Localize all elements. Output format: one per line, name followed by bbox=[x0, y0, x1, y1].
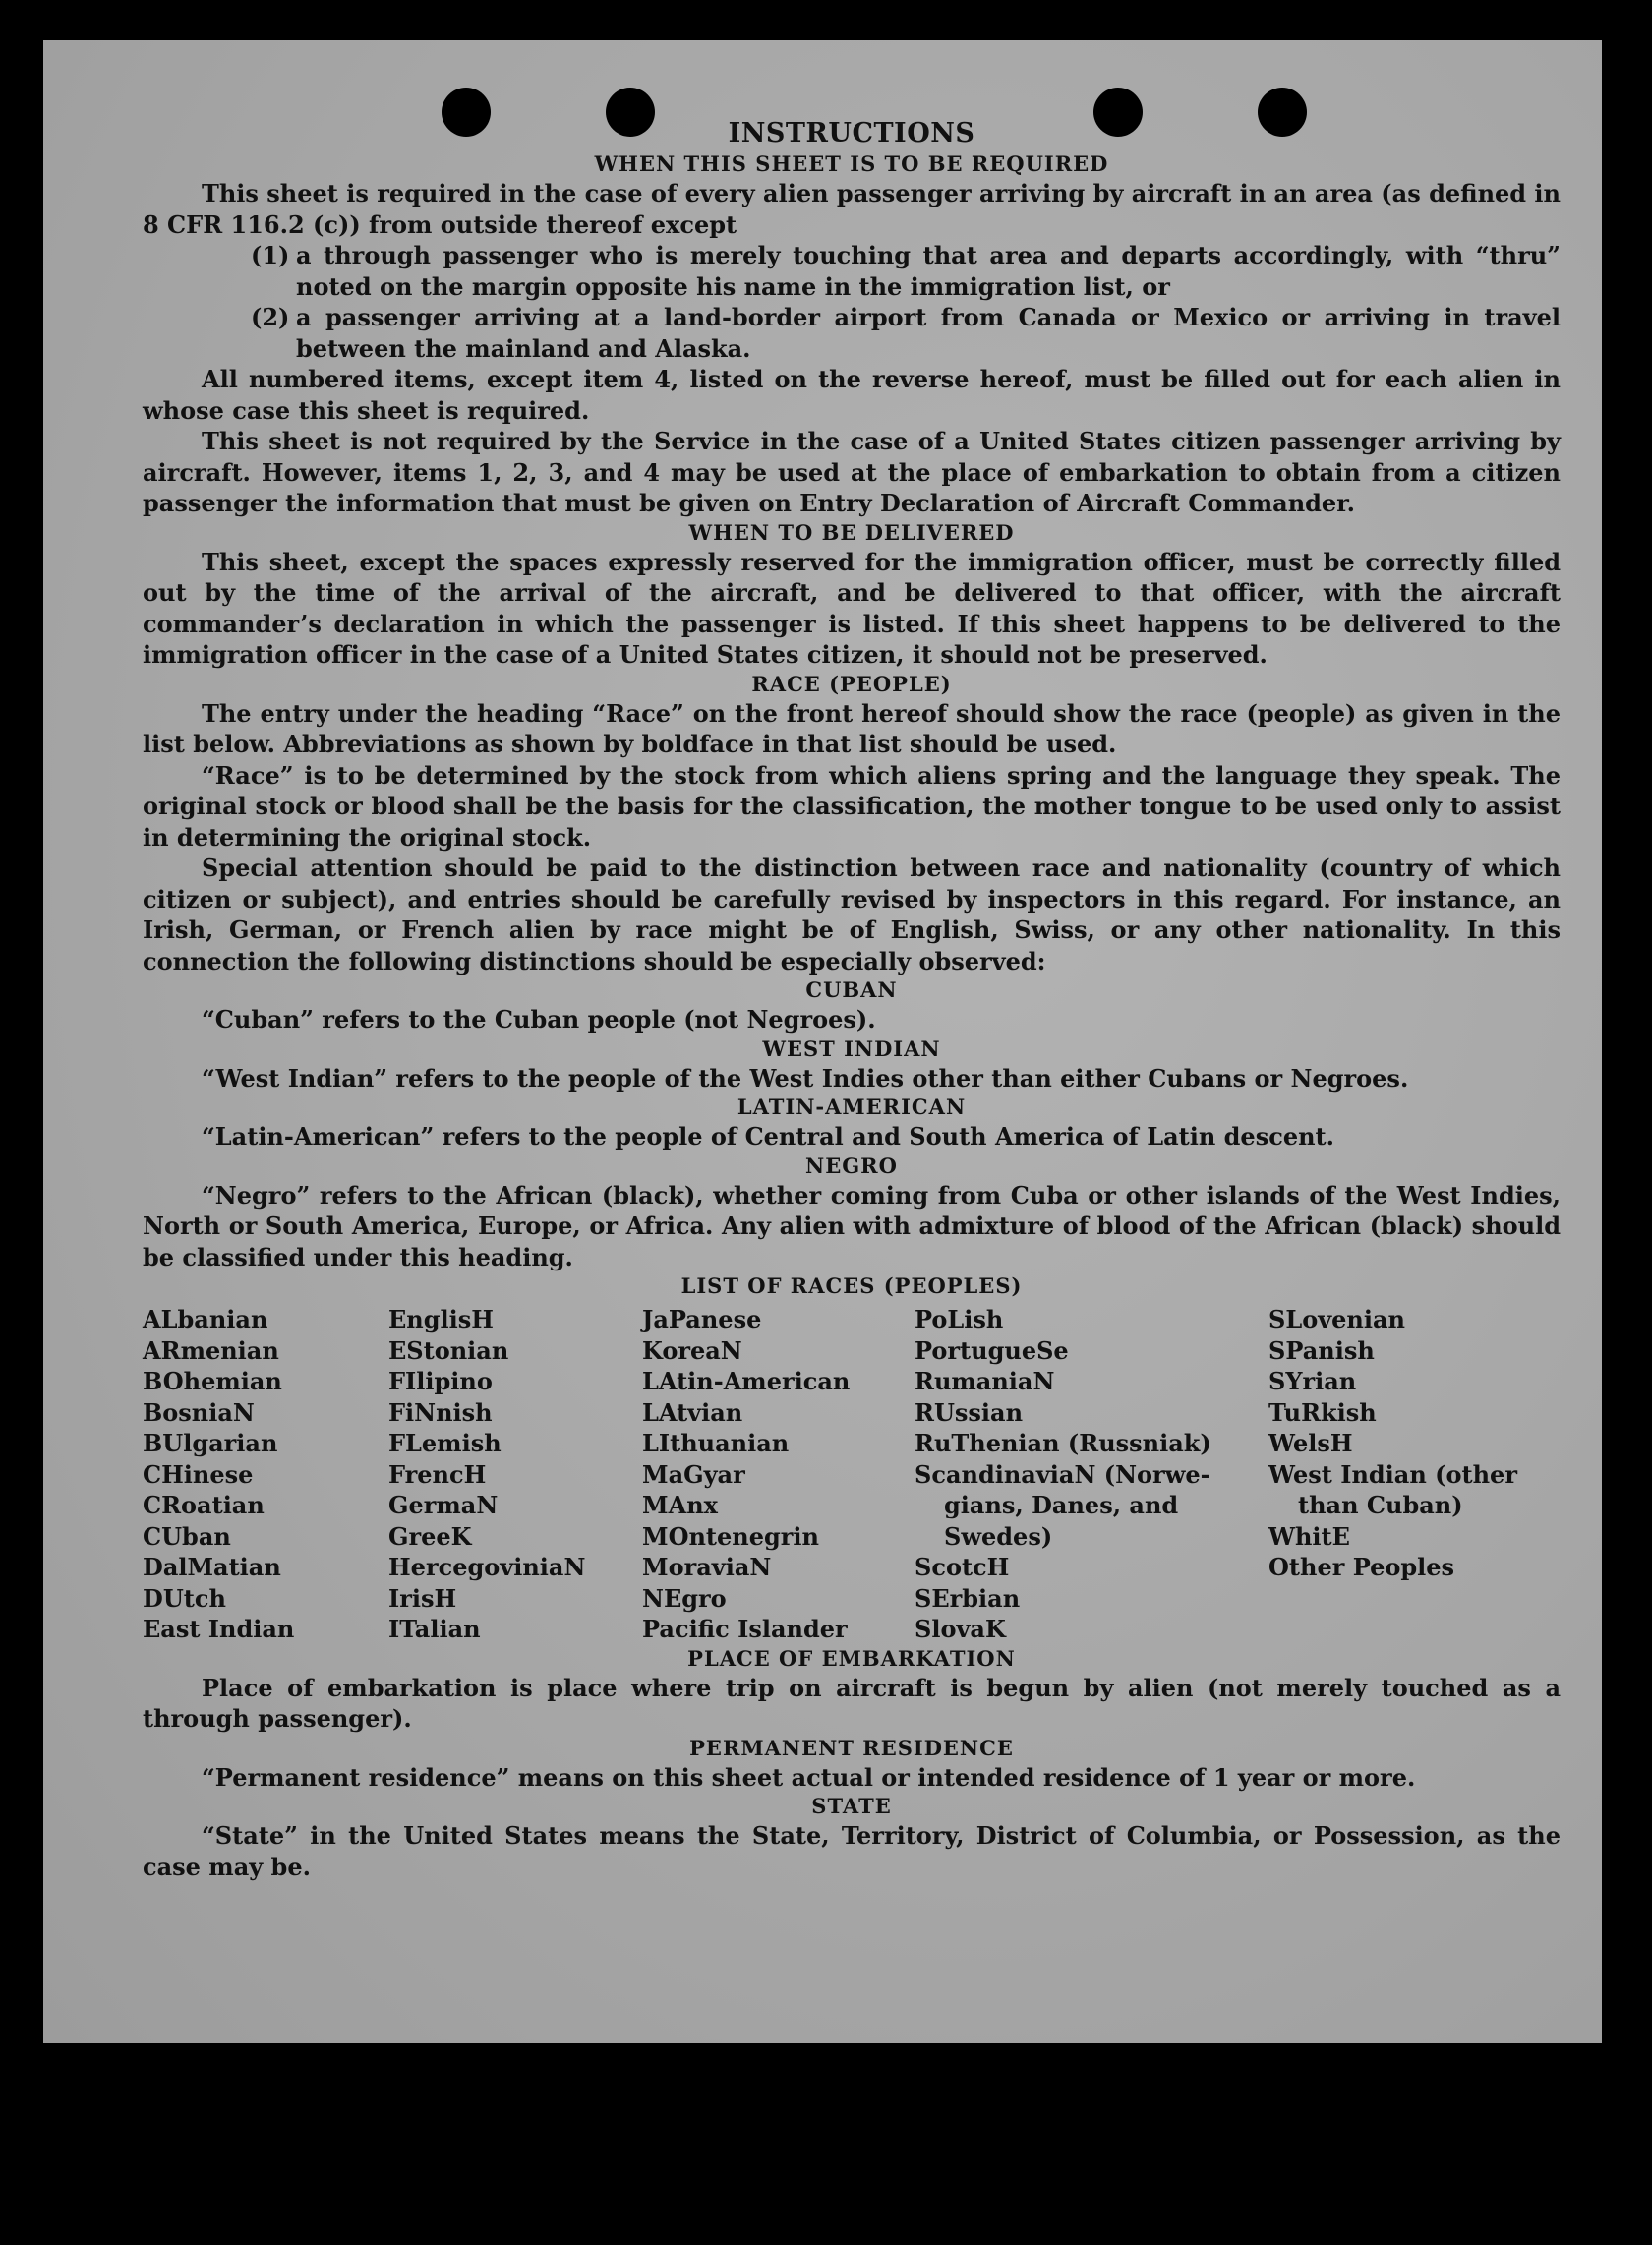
race-entry: SlovaK bbox=[914, 1615, 1006, 1643]
race-entry: GermaN bbox=[388, 1491, 499, 1519]
race-entry: MaGyar bbox=[642, 1459, 745, 1489]
section-heading-embarkation: PLACE OF EMBARKATION bbox=[687, 1645, 1016, 1671]
instructions-content bbox=[143, 117, 1561, 1882]
paragraph: This sheet is required in the case of every alien passenger arriving by aircraft in an area (as defined in 8 CFR 116.2 (c)) from outside thereof except bbox=[143, 179, 1561, 239]
numbered-item bbox=[143, 240, 1561, 302]
race-entry: CHinese bbox=[143, 1459, 254, 1489]
race-entry: ScotcH bbox=[914, 1553, 1010, 1581]
item-number: (2) bbox=[251, 303, 290, 331]
race-entry: than Cuban) bbox=[1298, 1491, 1463, 1519]
race-entry: LIthuanian bbox=[642, 1429, 790, 1457]
race-entry: ScandinaviaN (Norwe- bbox=[914, 1459, 1210, 1489]
race-entry: RUssian bbox=[914, 1397, 1024, 1427]
race-entry: RumaniaN bbox=[914, 1367, 1055, 1395]
race-entry: FrencH bbox=[388, 1459, 487, 1489]
race-entry: EStonian bbox=[388, 1335, 509, 1365]
race-entry: JaPanese bbox=[642, 1305, 762, 1333]
race-entry: CUban bbox=[143, 1521, 231, 1551]
document-page bbox=[43, 40, 1602, 2043]
race-entry: SLovenian bbox=[1268, 1305, 1405, 1333]
race-entry: Pacific Islander bbox=[642, 1615, 848, 1643]
race-entry: gians, Danes, and bbox=[944, 1491, 1179, 1519]
races-column bbox=[1268, 1304, 1534, 1645]
definition-text: “Negro” refers to the African (black), whether coming from Cuba or other islands of the West Indies, North or South America, Europe, or Africa. Any alien with admixture of blood of the African (black) should be classified under this heading. bbox=[143, 1180, 1561, 1271]
race-entry: PoLish bbox=[914, 1305, 1004, 1333]
race-entry: BUlgarian bbox=[143, 1429, 278, 1457]
race-entry: SErbian bbox=[914, 1583, 1021, 1613]
section-heading-west-indian: WEST INDIAN bbox=[762, 1035, 941, 1061]
section-heading-state: STATE bbox=[811, 1794, 892, 1818]
definition-text: Place of embarkation is place where trip on aircraft is begun by alien (not merely touched as a through passenger). bbox=[143, 1673, 1561, 1733]
section-heading-when-required: WHEN THIS SHEET IS TO BE REQUIRED bbox=[594, 151, 1109, 176]
race-entry: ITalian bbox=[388, 1615, 481, 1643]
race-entry: ALbanian bbox=[143, 1305, 268, 1333]
race-entry: GreeK bbox=[388, 1521, 472, 1551]
race-entry: NEgro bbox=[642, 1583, 727, 1613]
paragraph: This sheet, except the spaces expressly reserved for the immigration officer, must be correctly filled out by the time of the arrival of the aircraft, and be delivered to that officer, with the aircraft commander’s declaration in which the passenger is listed. If this sheet happens to be delivered to the immigration officer in the case of a United States citizen, it should not be preserved. bbox=[143, 547, 1561, 669]
paragraph: This sheet is not required by the Service in the case of a United States citizen passenger arriving by aircraft. However, items 1, 2, 3, and 4 may be used at the place of embarkation to obtain from a citizen passenger the information that must be given on Entry Declaration of Aircraft Commander. bbox=[143, 427, 1561, 517]
race-entry: DUtch bbox=[143, 1583, 226, 1613]
definition-text: “State” in the United States means the State, Territory, District of Columbia, or Possession, as the case may be. bbox=[143, 1821, 1561, 1881]
races-column bbox=[143, 1304, 388, 1645]
race-entry: RuThenian (Russniak) bbox=[914, 1429, 1211, 1457]
races-column bbox=[914, 1304, 1268, 1645]
race-entry: EnglisH bbox=[388, 1305, 494, 1333]
races-list bbox=[143, 1304, 1561, 1645]
race-entry: IrisH bbox=[388, 1583, 457, 1613]
race-entry: FiNnish bbox=[388, 1397, 493, 1427]
race-entry: FIlipino bbox=[388, 1367, 493, 1395]
race-entry: LAtin-American bbox=[642, 1367, 851, 1395]
definition-text: “Latin-American” refers to the people of Central and South America of Latin descent. bbox=[202, 1122, 1334, 1151]
races-column bbox=[388, 1304, 642, 1645]
item-text: a through passenger who is merely touching that area and departs accordingly, with “thru” noted on the margin opposite his name in the immigration list, or bbox=[296, 241, 1561, 301]
section-heading-race: RACE (PEOPLE) bbox=[751, 671, 952, 696]
race-entry: SPanish bbox=[1268, 1335, 1375, 1365]
races-column bbox=[642, 1304, 914, 1645]
race-entry: WelsH bbox=[1268, 1429, 1353, 1457]
item-text: a passenger arriving at a land-border airport from Canada or Mexico or arriving in travel between the mainland and Alaska. bbox=[296, 303, 1561, 363]
section-heading-cuban: CUBAN bbox=[805, 977, 898, 1002]
section-heading-negro: NEGRO bbox=[805, 1152, 898, 1178]
paragraph: All numbered items, except item 4, listed on the reverse hereof, must be filled out for each alien in whose case this sheet is required. bbox=[143, 365, 1561, 425]
race-entry: East Indian bbox=[143, 1615, 295, 1643]
race-entry: PortugueSe bbox=[914, 1335, 1069, 1365]
section-heading-permanent-residence: PERMANENT RESIDENCE bbox=[689, 1735, 1014, 1760]
race-entry: West Indian (other bbox=[1268, 1459, 1517, 1489]
race-entry: BOhemian bbox=[143, 1367, 282, 1395]
race-entry: MOntenegrin bbox=[642, 1521, 819, 1551]
race-entry: CRoatian bbox=[143, 1491, 265, 1519]
item-number: (1) bbox=[251, 241, 290, 269]
race-entry: TuRkish bbox=[1268, 1397, 1377, 1427]
race-entry: KoreaN bbox=[642, 1335, 742, 1365]
definition-text: “West Indian” refers to the people of the West Indies other than either Cubans or Negroes. bbox=[202, 1063, 1409, 1093]
race-entry: Swedes) bbox=[944, 1521, 1053, 1551]
race-entry: HercegoviniaN bbox=[388, 1553, 586, 1581]
definition-text: “Permanent residence” means on this sheet actual or intended residence of 1 year or more. bbox=[202, 1762, 1416, 1792]
definition-text: “Cuban” refers to the Cuban people (not Negroes). bbox=[202, 1005, 876, 1034]
race-entry: ARmenian bbox=[143, 1335, 279, 1365]
paragraph: The entry under the heading “Race” on the front hereof should show the race (people) as given in the list below. Abbreviations as shown by boldface in that list should be used. bbox=[143, 698, 1561, 758]
race-entry: Other Peoples bbox=[1268, 1553, 1455, 1581]
race-entry: MoraviaN bbox=[642, 1553, 772, 1581]
paragraph: Special attention should be paid to the distinction between race and nationality (country of which citizen or subject), and entries should be carefully revised by inspectors in this regard. For instance, an Irish, German, or French alien by race might be of English, Swiss, or any other nationality. In this connection the following distinctions should be especially observed: bbox=[143, 854, 1561, 975]
race-entry: BosniaN bbox=[143, 1397, 255, 1427]
page-title: INSTRUCTIONS bbox=[728, 118, 975, 148]
race-entry: SYrian bbox=[1268, 1367, 1357, 1395]
race-entry: FLemish bbox=[388, 1429, 502, 1457]
race-entry: MAnx bbox=[642, 1491, 718, 1519]
race-entry: DalMatian bbox=[143, 1553, 281, 1581]
section-heading-latin-american: LATIN-AMERICAN bbox=[737, 1094, 967, 1119]
race-entry: LAtvian bbox=[642, 1397, 743, 1427]
paragraph: “Race” is to be determined by the stock from which aliens spring and the language they speak. The original stock or blood shall be the basis for the classification, the mother tongue to be used only to assist in determining the original stock. bbox=[143, 760, 1561, 852]
section-heading-list-of-races: LIST OF RACES (PEOPLES) bbox=[680, 1273, 1023, 1298]
numbered-item bbox=[143, 302, 1561, 364]
race-entry: WhitE bbox=[1268, 1521, 1350, 1551]
section-heading-when-delivered: WHEN TO BE DELIVERED bbox=[688, 519, 1015, 545]
